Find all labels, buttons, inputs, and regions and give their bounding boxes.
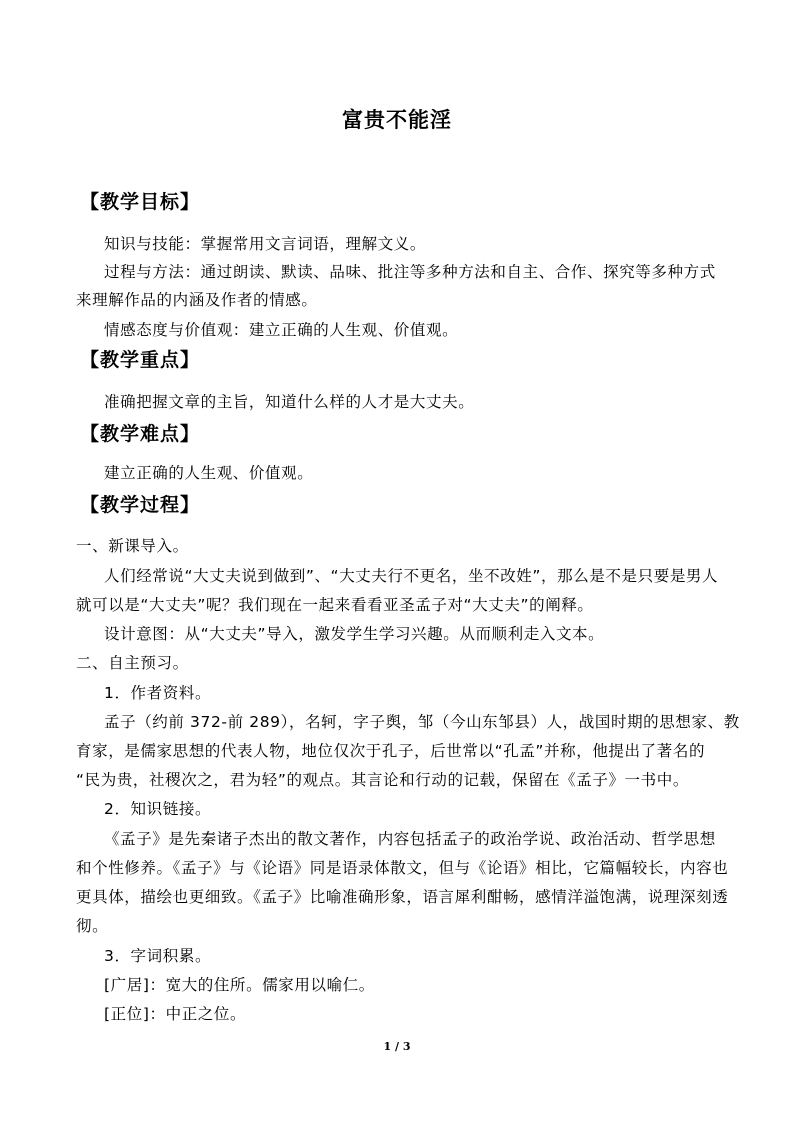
paragraph: 情感态度与价值观：建立正确的人生观、价值观。	[104, 321, 459, 339]
section-heading-goals: 【教学目标】	[80, 191, 201, 213]
paragraph: 知识与技能：掌握常用文言词语，理解文义。	[104, 235, 427, 253]
paragraph: “民为贵，社稷次之，君为轻”的观点。其言论和行动的记载，保留在《孟子》一书中。	[76, 771, 689, 789]
page-number: 1 / 3	[383, 1040, 411, 1053]
paragraph: 育家，是儒家思想的代表人物，地位仅次于孔子，后世常以“孔孟”并称，他提出了著名的	[76, 742, 706, 760]
paragraph: 《孟子》是先秦诸子杰出的散文著作，内容包括孟子的政治学说、政治活动、哲学思想	[104, 830, 716, 848]
list-item-title: 3．字词积累。	[104, 947, 212, 965]
subsection-title: 二、自主预习。	[76, 654, 189, 672]
paragraph: 来理解作品的内涵及作者的情感。	[76, 291, 318, 309]
paragraph: [正位]：中正之位。	[104, 1005, 247, 1023]
paragraph: 建立正确的人生观、价值观。	[104, 464, 314, 482]
section-heading-difficult: 【教学难点】	[80, 423, 201, 445]
paragraph: 和个性修养。《孟子》与《论语》同是语录体散文，但与《论语》相比，它篇幅较长，内容也	[76, 859, 729, 877]
paragraph: 准确把握文章的主旨，知道什么样的人才是大丈夫。	[104, 393, 475, 411]
section-heading-process: 【教学过程】	[80, 494, 201, 516]
paragraph: 过程与方法：通过朗读、默读、品味、批注等多种方法和自主、合作、探究等多种方式	[104, 263, 716, 281]
list-item-title: 1．作者资料。	[104, 684, 212, 702]
paragraph: 孟子（约前 372-前 289），名轲，字子舆，邹（今山东邹县）人，战国时期的思想家、教	[104, 713, 740, 731]
list-item-title: 2．知识链接。	[104, 800, 212, 818]
document-title: 富贵不能淫	[342, 107, 452, 132]
subsection-title: 一、新课导入。	[76, 537, 189, 555]
paragraph: 彻。	[76, 917, 109, 935]
section-heading-key: 【教学重点】	[80, 349, 201, 371]
paragraph: 设计意图：从“大丈夫”导入，激发学生学习兴趣。从而顺利走入文本。	[104, 625, 605, 643]
paragraph: 人们经常说“大丈夫说到做到”、“大丈夫行不更名，坐不改姓”，那么是不是只要是男人	[104, 567, 719, 585]
paragraph: 更具体，描绘也更细致。《孟子》比喻准确形象，语言犀利酣畅，感情洋溢饱满，说理深刻透	[76, 888, 729, 906]
paragraph: [广居]：宽大的住所。儒家用以喻仁。	[104, 976, 375, 994]
paragraph: 就可以是“大丈夫”呢？我们现在一起来看看亚圣孟子对“大丈夫”的阐释。	[76, 596, 594, 614]
